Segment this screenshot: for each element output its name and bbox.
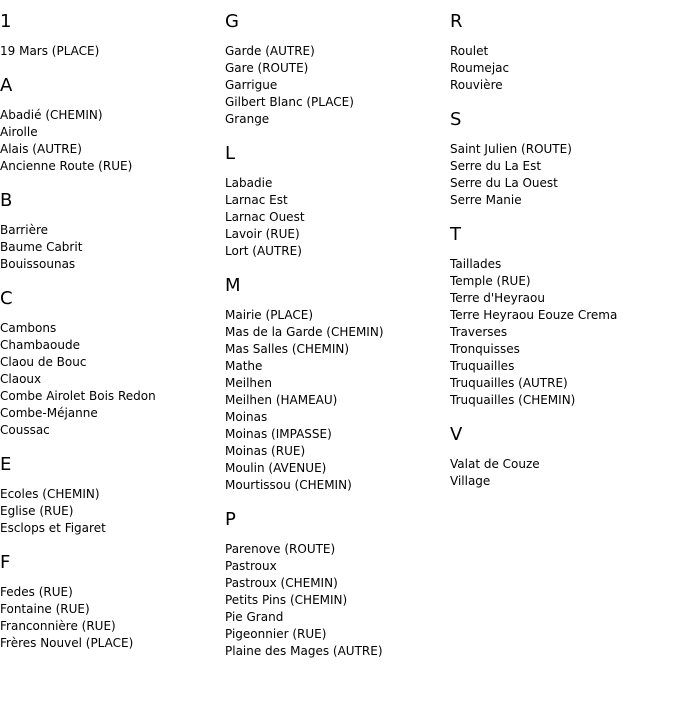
street-link[interactable]: Rouvière	[450, 78, 503, 92]
letter-section	[0, 287, 225, 439]
letter-section	[450, 10, 675, 94]
street-link[interactable]: Gilbert Blanc (PLACE)	[225, 95, 354, 109]
street-link[interactable]: Taillades	[450, 257, 502, 271]
section-letter-heading: S	[450, 109, 462, 130]
section-letter-heading: 1	[0, 11, 12, 32]
street-link[interactable]: Combe-Méjanne	[0, 406, 98, 420]
street-link[interactable]: 19 Mars (PLACE)	[0, 44, 100, 58]
street-link[interactable]: Roumejac	[450, 61, 510, 75]
street-link[interactable]: Truquailles (AUTRE)	[450, 376, 568, 390]
section-letter-heading: C	[0, 288, 13, 309]
street-index-column-1	[0, 0, 225, 666]
street-link[interactable]: Mairie (PLACE)	[225, 308, 314, 322]
street-link[interactable]: Mas Salles (CHEMIN)	[225, 342, 350, 356]
street-link[interactable]: Garde (AUTRE)	[225, 44, 315, 58]
street-link[interactable]: Mourtissou (CHEMIN)	[225, 478, 352, 492]
street-list	[450, 141, 675, 209]
street-link[interactable]: Larnac Ouest	[225, 210, 305, 224]
street-list	[225, 307, 450, 494]
section-letter-heading: T	[450, 224, 461, 245]
street-link[interactable]: Truquailles	[450, 359, 515, 373]
street-link[interactable]: Terre Heyraou Eouze Crema	[450, 308, 618, 322]
street-link[interactable]: Frères Nouvel (PLACE)	[0, 636, 134, 650]
street-link[interactable]: Pastroux (CHEMIN)	[225, 576, 338, 590]
street-link[interactable]: Roulet	[450, 44, 489, 58]
section-letter-heading: V	[450, 424, 463, 445]
street-link[interactable]: Larnac Est	[225, 193, 288, 207]
street-link[interactable]: Pigeonnier (RUE)	[225, 627, 327, 641]
street-link[interactable]: Traverses	[450, 325, 508, 339]
street-link[interactable]: Combe Airolet Bois Redon	[0, 389, 156, 403]
letter-section	[0, 10, 225, 60]
section-letter-heading: L	[225, 143, 236, 164]
street-list	[225, 541, 450, 660]
street-link[interactable]: Valat de Couze	[450, 457, 540, 471]
street-link[interactable]: Abadié (CHEMIN)	[0, 108, 103, 122]
street-link[interactable]: Pie Grand	[225, 610, 284, 624]
street-link[interactable]: Moinas	[225, 410, 268, 424]
street-link[interactable]: Meilhen (HAMEAU)	[225, 393, 338, 407]
section-letter-heading: A	[0, 75, 13, 96]
street-link[interactable]: Mas de la Garde (CHEMIN)	[225, 325, 384, 339]
street-list	[450, 456, 675, 490]
street-link[interactable]: Serre du La Ouest	[450, 176, 558, 190]
section-letter-heading: E	[0, 454, 12, 475]
street-link[interactable]: Coussac	[0, 423, 50, 437]
street-index-column-2	[225, 0, 450, 674]
street-list	[450, 256, 675, 409]
street-list	[0, 320, 225, 439]
street-link[interactable]: Lort (AUTRE)	[225, 244, 302, 258]
street-link[interactable]: Saint Julien (ROUTE)	[450, 142, 572, 156]
street-link[interactable]: Moinas (IMPASSE)	[225, 427, 332, 441]
street-link[interactable]: Eglise (RUE)	[0, 504, 74, 518]
letter-section	[225, 10, 450, 128]
street-link[interactable]: Airolle	[0, 125, 38, 139]
street-link[interactable]: Parenove (ROUTE)	[225, 542, 336, 556]
letter-section	[225, 142, 450, 260]
street-link[interactable]: Bouissounas	[0, 257, 76, 271]
street-index-column-3	[450, 0, 675, 504]
letter-section	[0, 453, 225, 537]
street-link[interactable]: Mathe	[225, 359, 263, 373]
section-letter-heading: F	[0, 552, 11, 573]
section-letter-heading: G	[225, 11, 239, 32]
street-list	[0, 43, 225, 60]
street-link[interactable]: Meilhen	[225, 376, 272, 390]
street-link[interactable]: Claou de Bouc	[0, 355, 87, 369]
street-list	[225, 43, 450, 128]
street-link[interactable]: Claoux	[0, 372, 42, 386]
street-link[interactable]: Village	[450, 474, 491, 488]
letter-section	[0, 189, 225, 273]
street-link[interactable]: Franconnière (RUE)	[0, 619, 116, 633]
street-link[interactable]: Fontaine (RUE)	[0, 602, 90, 616]
street-link[interactable]: Moinas (RUE)	[225, 444, 306, 458]
street-link[interactable]: Chambaoude	[0, 338, 80, 352]
letter-section	[450, 108, 675, 209]
street-link[interactable]: Serre Manie	[450, 193, 522, 207]
street-list	[225, 175, 450, 260]
street-link[interactable]: Truquailles (CHEMIN)	[450, 393, 576, 407]
section-letter-heading: B	[0, 190, 13, 211]
letter-section	[0, 74, 225, 175]
street-list	[0, 584, 225, 652]
street-list	[0, 222, 225, 273]
street-link[interactable]: Fedes (RUE)	[0, 585, 73, 599]
street-link[interactable]: Serre du La Est	[450, 159, 542, 173]
street-link[interactable]: Garrigue	[225, 78, 278, 92]
street-link[interactable]: Ecoles (CHEMIN)	[0, 487, 100, 501]
street-link[interactable]: Petits Pins (CHEMIN)	[225, 593, 348, 607]
street-link[interactable]: Moulin (AVENUE)	[225, 461, 327, 475]
street-link[interactable]: Gare (ROUTE)	[225, 61, 309, 75]
section-letter-heading: P	[225, 509, 236, 530]
letter-section	[450, 423, 675, 490]
letter-section	[225, 274, 450, 494]
letter-section	[225, 508, 450, 660]
street-link[interactable]: Pastroux	[225, 559, 277, 573]
street-link[interactable]: Ancienne Route (RUE)	[0, 159, 133, 173]
street-link[interactable]: Terre d'Heyraou	[450, 291, 545, 305]
street-list	[450, 43, 675, 94]
section-letter-heading: M	[225, 275, 241, 296]
street-link[interactable]: Barrière	[0, 223, 49, 237]
street-list	[0, 107, 225, 175]
letter-section	[450, 223, 675, 409]
street-link[interactable]: Grange	[225, 112, 270, 126]
street-link[interactable]: Temple (RUE)	[450, 274, 531, 288]
street-list	[0, 486, 225, 537]
street-link[interactable]: Lavoir (RUE)	[225, 227, 300, 241]
street-link[interactable]: Labadie	[225, 176, 273, 190]
letter-section	[0, 551, 225, 652]
section-letter-heading: R	[450, 11, 463, 32]
street-link[interactable]: Esclops et Figaret	[0, 521, 106, 535]
street-link[interactable]: Cambons	[0, 321, 57, 335]
street-link[interactable]: Plaine des Mages (AUTRE)	[225, 644, 383, 658]
street-link[interactable]: Tronquisses	[450, 342, 520, 356]
street-link[interactable]: Alais (AUTRE)	[0, 142, 82, 156]
street-link[interactable]: Baume Cabrit	[0, 240, 83, 254]
